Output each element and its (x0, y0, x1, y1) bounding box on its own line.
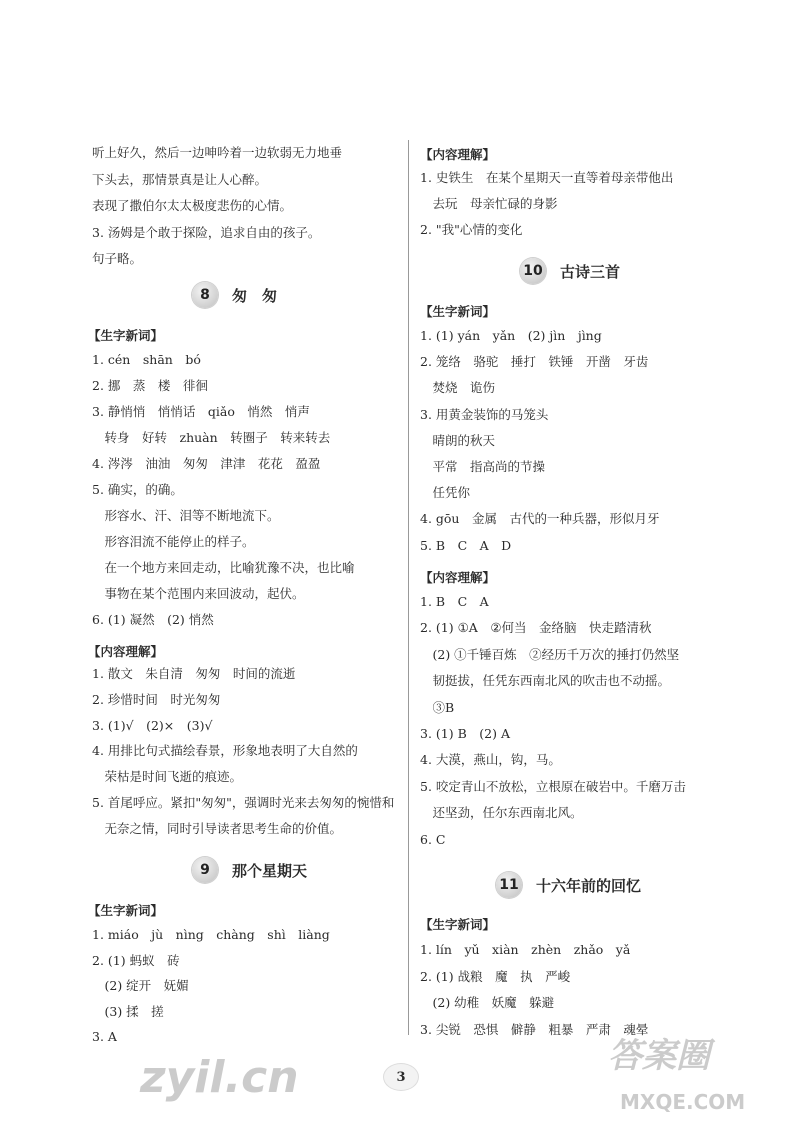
section-heading: 【生字新词】 (88, 903, 164, 918)
text-line: 3. 用黄金装饰的马笼头 (420, 406, 549, 422)
lesson-8-title (192, 282, 277, 308)
lesson-title: 十六年前的回忆 (536, 876, 642, 895)
lesson-11-title (496, 872, 641, 898)
text-line: 平常 指高尚的节操 (420, 459, 546, 474)
text-line: 转身 好转 zhuàn 转圈子 转来转去 (92, 430, 331, 445)
text-line: 3. (1) B (2) A (420, 726, 510, 741)
text-line: 在一个地方来回走动，比喻犹豫不决，也比喻 (92, 560, 355, 575)
section-heading: 【生字新词】 (420, 917, 496, 932)
text-line: 1. (1) yán yǎn (2) jìn jìng (420, 328, 602, 343)
watermark-right: 答案圈 (608, 1036, 710, 1076)
lesson-number-badge: 10 (520, 258, 546, 284)
text-line: 无奈之情，同时引导读者思考生命的价值。 (92, 820, 343, 836)
text-line: 2. (1) 战粮 魔 执 严峻 (420, 968, 571, 984)
text-line: 2. 珍惜时间 时光匆匆 (92, 691, 221, 707)
text-line: 2. 笼络 骆驼 捶打 铁锤 开凿 牙齿 (420, 354, 649, 370)
text-line: 晴朗的秋天 (420, 432, 496, 448)
text-line: 表现了撒伯尔太太极度悲伤的心情。 (92, 198, 293, 213)
text-line: 1. 散文 朱自清 匆匆 时间的流逝 (92, 666, 296, 681)
text-line: (2) 幼稚 妖魔 躲避 (420, 995, 555, 1010)
text-line: 形容泪流不能停止的样子。 (92, 534, 255, 549)
text-line: 3. 静悄悄 悄悄话 qiǎo 悄然 悄声 (92, 404, 310, 419)
text-line: 2. "我"心情的变化 (420, 222, 523, 237)
text-line: 4. 涔涔 油油 匆匆 津津 花花 盈盈 (92, 456, 321, 471)
lesson-title: 古诗三首 (560, 262, 621, 281)
text-line: 去玩 母亲忙碌的身影 (420, 196, 558, 211)
text-line: 4. 大漠，燕山，钩，马。 (420, 752, 561, 768)
lesson-number-badge: 11 (496, 872, 522, 898)
text-line: 3. 尖锐 恐惧 僻静 粗暴 严肃 魂晕 (420, 1021, 649, 1037)
text-line: 5. 首尾呼应。紧扣"匆匆"，强调时光来去匆匆的惋惜和 (92, 795, 395, 810)
lesson-9-title (192, 857, 307, 883)
text-line: 5. B C A D (420, 537, 512, 553)
text-line: ③B (420, 699, 455, 715)
lesson-title: 那个星期天 (232, 861, 308, 880)
watermark-left: zyil.cn (140, 1052, 299, 1103)
text-line: 任凭你 (420, 485, 471, 501)
lesson-number-badge: 8 (192, 282, 218, 308)
text-line: 2. (1) ①A ②何当 金络脑 快走踏清秋 (420, 620, 652, 636)
text-line: 3. 汤姆是个敢于探险，追求自由的孩子。 (92, 224, 321, 240)
text-line: 5. 咬定青山不放松，立根原在破岩中。千磨万击 (420, 778, 686, 794)
text-line: 1. miáo jù nìng chàng shì liàng (92, 927, 330, 942)
text-line: 事物在某个范围内来回波动，起伏。 (92, 586, 305, 601)
text-line: (2) ①千锤百炼 ②经历千万次的捶打仍然坚 (420, 646, 680, 662)
text-line: 还坚劲，任尔东西南北风。 (420, 805, 583, 821)
text-line: 1. B C A (420, 594, 489, 609)
section-heading: 【内容理解】 (420, 147, 496, 162)
page-number: 3 (383, 1063, 419, 1091)
lesson-number-badge: 9 (192, 857, 218, 883)
text-line: 听上好久，然后一边呻吟着一边软弱无力地垂 (92, 145, 343, 160)
watermark-right-url: MXQE.COM (620, 1090, 746, 1114)
text-line: 1. 史铁生 在某个星期天一直等着母亲带他出 (420, 170, 674, 185)
text-line: (2) 绽开 妩媚 (92, 978, 189, 993)
text-line: 韧挺拔，任凭东西南北风的吹击也不动摇。 (420, 673, 671, 689)
text-line: 句子略。 (92, 251, 143, 266)
text-line: 形容水、汗、泪等不断地流下。 (92, 508, 280, 523)
text-line: 下头去，那情景真是让人心醉。 (92, 171, 268, 187)
text-line: (3) 揉 搓 (92, 1003, 164, 1019)
text-line: 4. 用排比句式描绘春景，形象地表明了大自然的 (92, 743, 358, 759)
lesson-10-title (520, 258, 620, 284)
text-line: 4. gōu 金属 古代的一种兵器，形似月牙 (420, 511, 660, 527)
text-line: 3. (1)√ (2)× (3)√ (92, 717, 213, 733)
section-heading: 【生字新词】 (88, 328, 164, 343)
text-line: 3. A (92, 1029, 117, 1044)
section-heading: 【内容理解】 (88, 644, 164, 659)
section-heading: 【内容理解】 (420, 570, 496, 585)
text-line: 1. lín yǔ xiàn zhèn zhǎo yǎ (420, 942, 631, 957)
text-line: 5. 确实，的确。 (92, 482, 183, 497)
lesson-title: 匆 匆 (232, 286, 278, 305)
text-line: 6. (1) 凝然 (2) 悄然 (92, 612, 214, 627)
text-line: 焚烧 诡伤 (420, 380, 496, 396)
text-line: 2. (1) 蚂蚁 砖 (92, 952, 180, 968)
section-heading: 【生字新词】 (420, 304, 496, 319)
text-line: 2. 挪 蒸 楼 徘徊 (92, 378, 208, 393)
column-divider (408, 140, 409, 1035)
text-line: 6. C (420, 831, 446, 847)
text-line: 1. cén shān bó (92, 352, 201, 367)
text-line: 荣枯是时间飞逝的痕迹。 (92, 769, 243, 785)
